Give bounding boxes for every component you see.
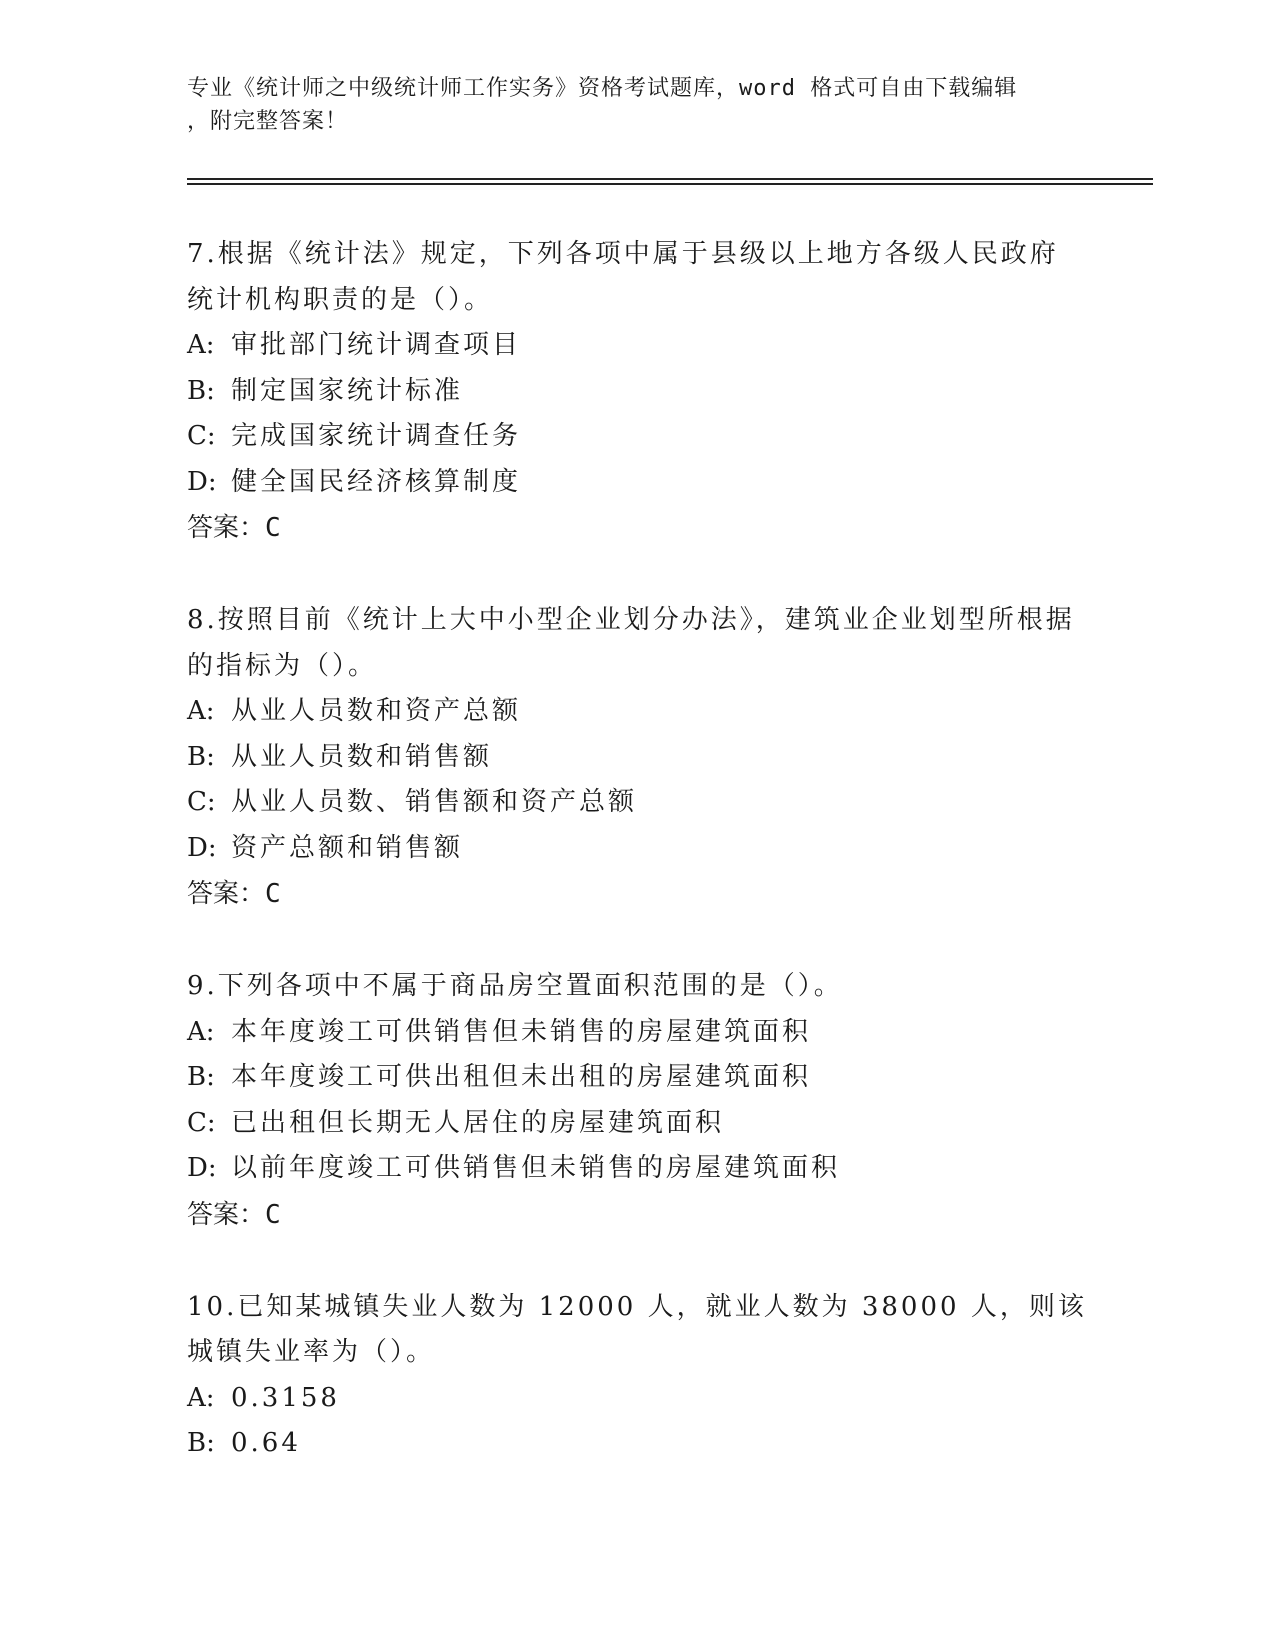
option-text: 0.3158 bbox=[231, 1382, 340, 1413]
answer-key bbox=[187, 871, 1087, 917]
option-text: 本年度竣工可供出租但未出租的房屋建筑面积 bbox=[231, 1062, 812, 1092]
answer-option bbox=[187, 369, 1087, 415]
answer-option bbox=[187, 689, 1087, 735]
answer-option bbox=[187, 1421, 1087, 1467]
option-text: 从业人员数和销售额 bbox=[231, 741, 493, 772]
option-label: D: bbox=[187, 832, 217, 863]
option-text: 健全国民经济核算制度 bbox=[231, 466, 522, 497]
answer-option bbox=[187, 1010, 1087, 1056]
answer-label: 答案： bbox=[187, 879, 266, 909]
question-stem: 10.已知某城镇失业人数为 12000 人，就业人数为 38000 人，则该城镇失业率为（）。 bbox=[187, 1291, 1087, 1367]
option-label: B: bbox=[187, 741, 215, 772]
question-stem: 8.按照目前《统计上大中小型企业划分办法》，建筑业企业划型所根据的指标为（）。 bbox=[187, 605, 1075, 681]
option-label: B: bbox=[187, 1062, 215, 1092]
answer-label: 答案： bbox=[187, 513, 266, 543]
answer-option bbox=[187, 1055, 1087, 1101]
answer-value: C bbox=[265, 1199, 281, 1230]
option-label: C: bbox=[187, 1107, 216, 1138]
header-divider-bottom bbox=[187, 183, 1153, 185]
answer-option bbox=[187, 735, 1087, 781]
option-text: 制定国家统计标准 bbox=[231, 375, 464, 406]
answer-key bbox=[187, 505, 1087, 551]
option-label: B: bbox=[187, 375, 215, 406]
option-label: B: bbox=[187, 1428, 215, 1458]
answer-option bbox=[187, 1101, 1087, 1147]
answer-option bbox=[187, 323, 1087, 369]
option-text: 完成国家统计调查任务 bbox=[231, 421, 522, 451]
answer-option bbox=[187, 1146, 1087, 1192]
answer-option bbox=[187, 826, 1087, 872]
option-label: A: bbox=[187, 696, 215, 726]
option-text: 从业人员数和资产总额 bbox=[231, 696, 522, 726]
question-stem: 9.下列各项中不属于商品房空置面积范围的是（）。 bbox=[187, 971, 843, 1001]
question-stem: 7.根据《统计法》规定，下列各项中属于县级以上地方各级人民政府统计机构职责的是（）。 bbox=[187, 239, 1059, 315]
answer-option bbox=[187, 414, 1087, 460]
answer-label: 答案： bbox=[187, 1199, 266, 1230]
option-text: 以前年度竣工可供销售但未销售的房屋建筑面积 bbox=[231, 1153, 841, 1183]
option-text: 审批部门统计调查项目 bbox=[231, 330, 522, 360]
option-text: 从业人员数、销售额和资产总额 bbox=[231, 787, 638, 817]
header-line-2: ，附完整答案！ bbox=[187, 109, 349, 134]
option-label: A: bbox=[187, 330, 215, 360]
option-label: A: bbox=[187, 1382, 215, 1413]
answer-key bbox=[187, 1192, 1087, 1238]
question-list bbox=[187, 232, 1087, 1514]
question-block bbox=[187, 232, 1087, 551]
question-block bbox=[187, 1285, 1087, 1467]
question-block bbox=[187, 598, 1087, 917]
answer-value: C bbox=[265, 513, 281, 543]
option-label: C: bbox=[187, 421, 216, 451]
option-text: 本年度竣工可供销售但未销售的房屋建筑面积 bbox=[231, 1016, 812, 1047]
answer-option bbox=[187, 780, 1087, 826]
answer-option bbox=[187, 460, 1087, 506]
answer-value: C bbox=[265, 879, 281, 909]
header-divider-top bbox=[187, 178, 1153, 180]
option-text: 已出租但长期无人居住的房屋建筑面积 bbox=[231, 1107, 725, 1138]
question-block bbox=[187, 964, 1087, 1238]
option-label: D: bbox=[187, 466, 217, 497]
header-line-1: 专业《统计师之中级统计师工作实务》资格考试题库，word 格式可自由下载编辑 bbox=[187, 76, 1018, 101]
option-text: 资产总额和销售额 bbox=[231, 832, 464, 863]
document-header bbox=[187, 72, 1087, 138]
option-label: A: bbox=[187, 1016, 215, 1047]
answer-option bbox=[187, 1376, 1087, 1422]
option-label: D: bbox=[187, 1153, 217, 1183]
option-label: C: bbox=[187, 787, 216, 817]
option-text: 0.64 bbox=[231, 1428, 301, 1458]
